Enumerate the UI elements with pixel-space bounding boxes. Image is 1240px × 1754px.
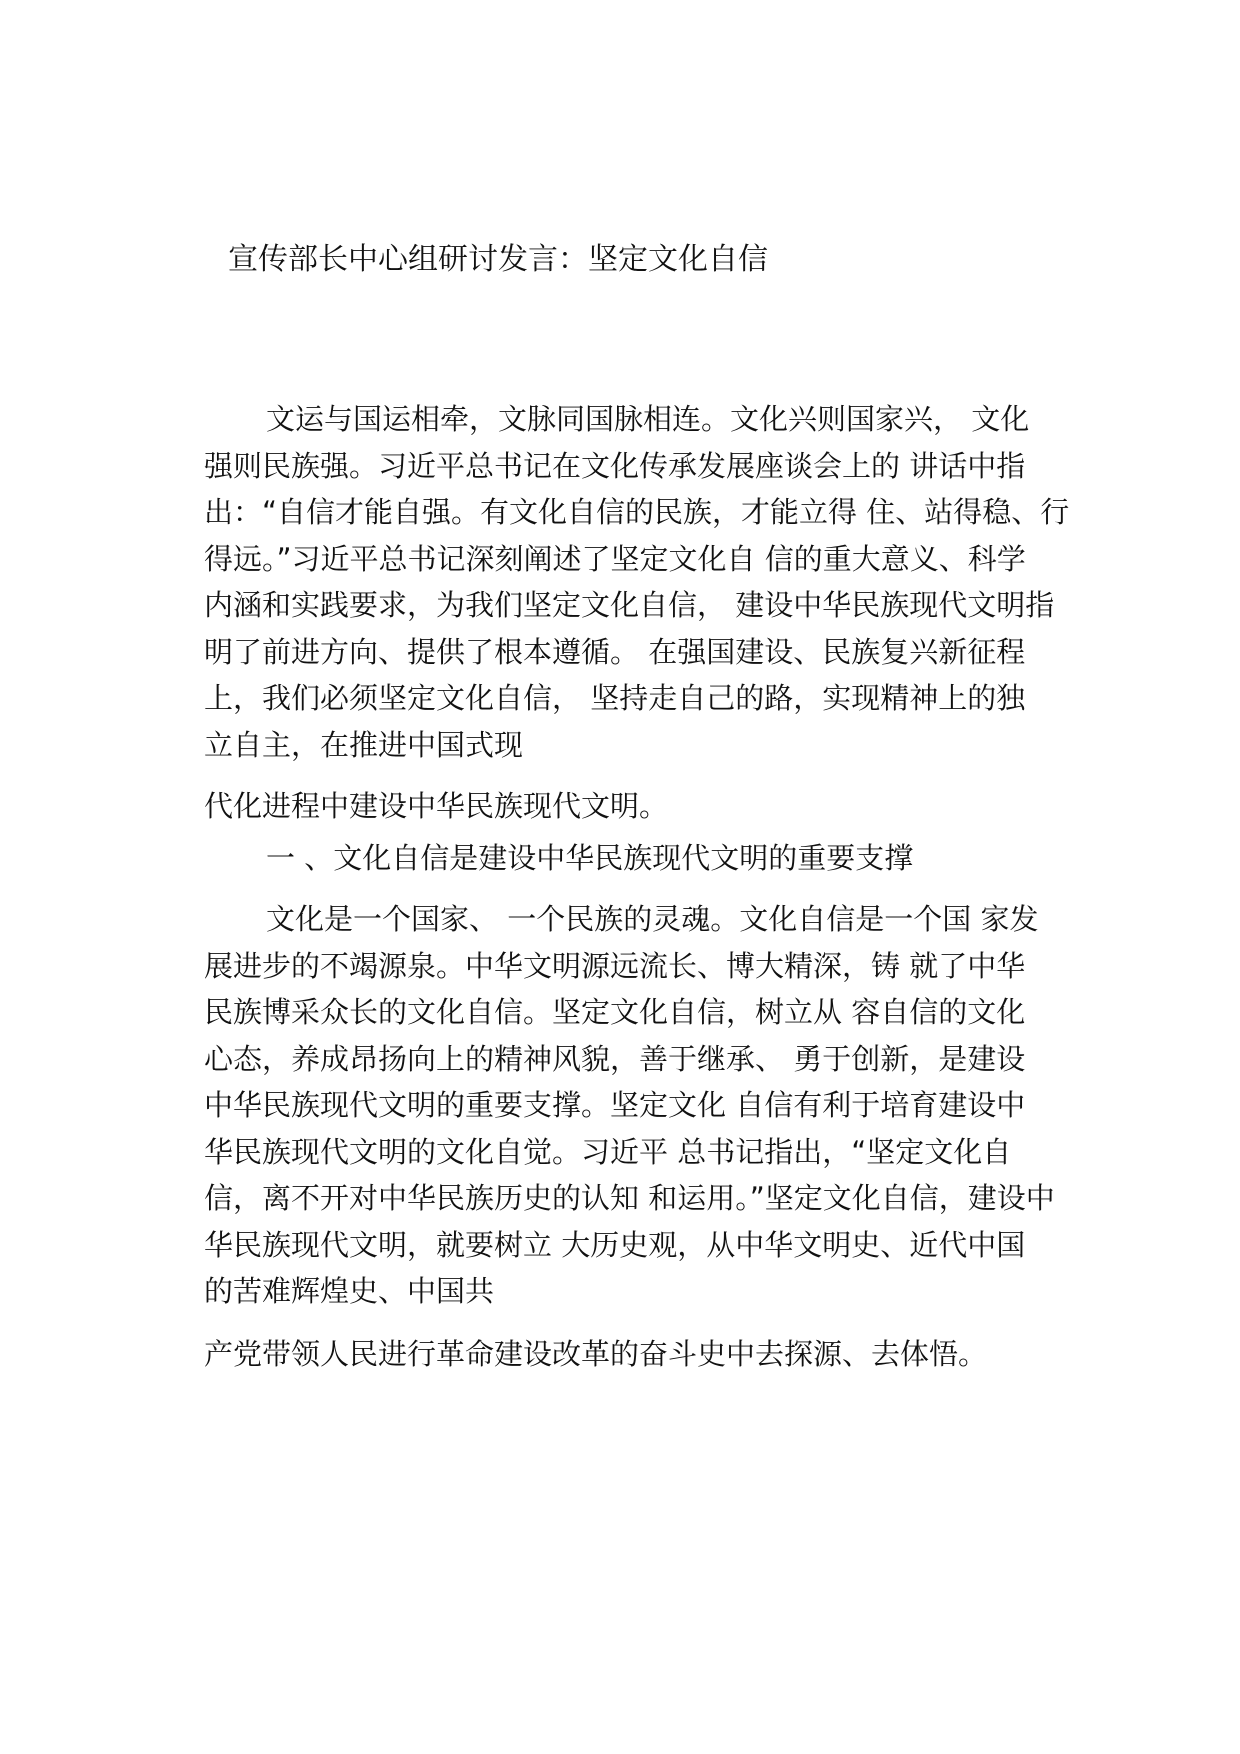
text-line: 心态，养成昂扬向上的精神风貌，善于继承、 勇于创新，是建设 [204, 1041, 1026, 1076]
document-title: 宣传部长中心组研讨发言：坚定文化自信 [228, 242, 768, 277]
text-line: 中华民族现代文明的重要支撑。坚定文化 自信有利于培育建设中 [204, 1088, 1026, 1122]
text-line: 展进步的不竭源泉。中华文明源远流长、博大精深，铸 就了中华 [204, 948, 1026, 983]
text-line: 文化是一个国家、 一个民族的灵魂。文化自信是一个国 家发 [266, 902, 1039, 936]
text-line: 华民族现代文明，就要树立 大历史观，从中华文明史、近代中国 [204, 1227, 1026, 1262]
text-line: 立自主，在推进中国式现 [204, 727, 524, 762]
section-heading: 一 、文化自信是建设中华民族现代文明的重要支撑 [266, 841, 914, 875]
text-line: 明了前进方向、提供了根本遵循。 在强国建设、民族复兴新征程 [204, 634, 1026, 669]
paragraph-2-continuation: 产党带领人民进行革命建设改革的奋斗史中去探源、去体悟。 [204, 1337, 988, 1371]
paragraph-2 [204, 896, 1084, 1315]
text-line: 文运与国运相牵，文脉同国脉相连。文化兴则国家兴， 文化 [266, 402, 1030, 436]
text-line: 出：“自信才能自强。有文化自信的民族，才能立得 住、站得稳、行 [204, 495, 1070, 529]
text-line: 得远。”习近平总书记深刻阐述了坚定文化自 信的重大意义、科学 [204, 541, 1026, 576]
text-line: 华民族现代文明的文化自觉。习近平 总书记指出，“坚定文化自 [204, 1134, 1012, 1169]
text-line: 信，离不开对中华民族历史的认知 和运用。”坚定文化自信，建设中 [204, 1181, 1055, 1215]
text-line: 民族博采众长的文化自信。坚定文化自信，树立从 容自信的文化 [204, 995, 1026, 1029]
text-line: 强则民族强。习近平总书记在文化传承发展座谈会上的 讲话中指 [204, 448, 1026, 483]
text-line: 上，我们必须坚定文化自信， 坚持走自己的路，实现精神上的独 [204, 681, 1026, 715]
paragraph-1-continuation: 代化进程中建设中华民族现代文明。 [204, 789, 669, 823]
text-line: 内涵和实践要求，为我们坚定文化自信， 建设中华民族现代文明指 [204, 588, 1055, 622]
text-line: 的苦难辉煌史、中国共 [204, 1274, 495, 1308]
paragraph-1 [204, 396, 1084, 768]
